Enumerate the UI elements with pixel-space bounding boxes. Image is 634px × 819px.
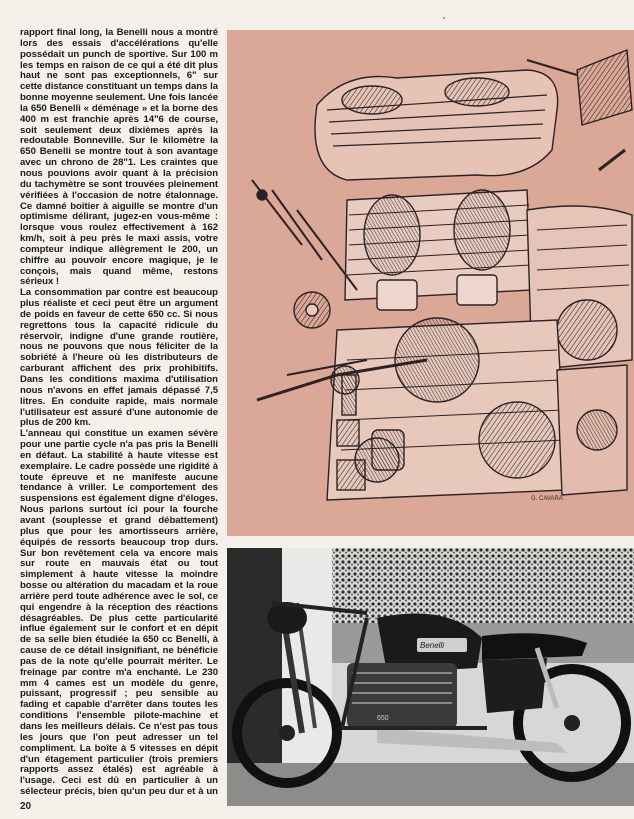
- page-number: 20: [20, 801, 32, 812]
- article-paragraph-2: La consommation par contre est beaucoup plus réaliste et ceci peut être un argument de poids en faveur de cette 650 cc. Si nous regrettons tous la capacité ridicule du réservoir, indigne d'une grande routière, nous ne pouvons que nous féliciter de la sobriété à l'heure où les distributeurs de carburant affichent des prix prohibitifs. Dans les conditions maxima d'utilisation nous n'avons en effet jamais dépassé 7,5 litres. En conduite rapide, mais normale l'utilisateur est assuré d'une autonomie de plus de 200 km.: [20, 287, 218, 429]
- article-paragraph-1: rapport final long, la Benelli nous a montré lors des essais d'accélérations qu'elle possédait un punch de sportive. Sur 100 m les temps en raison de ce qui a été dit plus haut ne sont pas exceptionnels, 6" sur cette distance constituant un temps dans la bonne moyenne seulement. Une fois lancée la 650 Benelli « déménage » et la borne des 400 m est franchie après 14"6 de course, soit seulement deux dixièmes après la redoutable Bonneville. Sur le kilomètre la 650 Benelli se montre tout à son avantage avec un chrono de 28"1. Les craintes que nous pouvions avoir quant à la précision du tachymètre se sont trouvées pleinement vérifiées à l'occasion de notre étalonnage. Ce damné boîtier à aiguille se montre d'un optimisme délirant, jugez-en vous-même : lorsque vous roulez effectivement à 162 km/h, soit à peu près le maxi assis, votre compteur indique allègrement le 200, un chiffre au pouvoir encore magique, je le conçois, mais quand même, restons sérieux !: [20, 28, 218, 288]
- motorcycle-photo-drawing: [227, 548, 634, 806]
- article-text-column: [20, 28, 218, 798]
- illustrator-signature: G. CAVARA: [531, 496, 563, 502]
- engine-drawing: [227, 30, 634, 536]
- article-paragraph-3: L'anneau qui constitue un examen sévère pour une partie cycle n'a pas pris la Benelli en défaut. La stabilité à haute vitesse est exemplaire. Le cadre possède une rigidité à toute épreuve et ne manifeste aucune tendance à vriller. Le comportement des suspensions est également digne d'éloges. Nous parlons surtout ici pour la fourche avant (souplesse et grand débattement) plus que pour les amortisseurs arrière, équipés de ressorts beaucoup trop durs. Sur bon revêtement cela va encore mais sur route en mauvais état ou tout simplement à haute vitesse la moindre bosse ou altération du macadam et la roue arrière perd toute adhérence avec le sol, ce qui engendre à la réception des réactions désagréables. De plus cette particularité influe également sur le confort et en dépit de sa selle bien étudiée la 650 cc Benelli, à cause de ce détail insignifiant, ne bénéficie pas de la note qu'elle pourrait mériter. Le freinage par contre m'a enchanté. Le 230 mm 4 cames est un modèle du genre, puissant, progressif ; peu sensible au fading et capable d'arrêter dans toutes les conditions l'ensemble pilote-machine et dans les meilleurs délais. Ce n'est pas tous les jours que l'on peut adresser un tel compliment. La boîte à 5 vitesses en dépit d'un étagement particulier (trois premiers rapports assez étalés) est agréable à l'usage. Ceci est dû en particulier à un sélecteur précis, bien qu'un peu dur et à un: [20, 428, 218, 798]
- engine-label: 650: [377, 715, 389, 722]
- motorcycle-photo: [227, 548, 634, 806]
- engine-exploded-illustration: [227, 30, 634, 536]
- tank-badge: Benelli: [420, 641, 445, 650]
- print-speck: [443, 17, 445, 19]
